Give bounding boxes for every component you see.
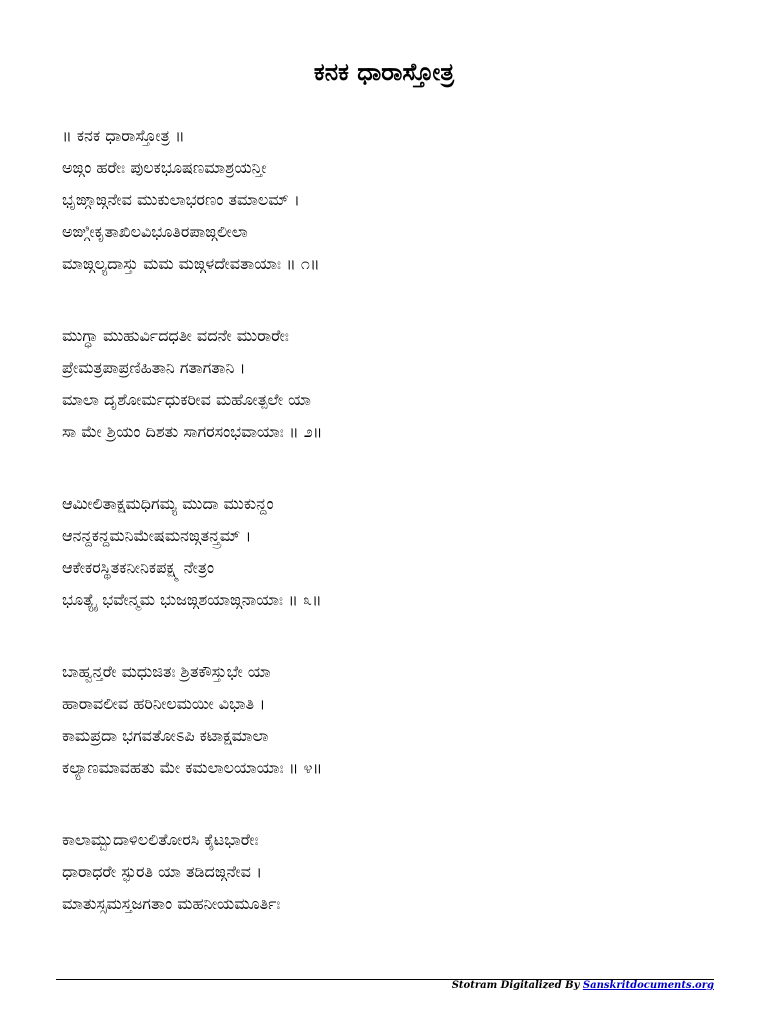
- stotra-body: [62, 120, 742, 920]
- stotra-heading: ॥ ಕನಕ ಧಾರಾಸ್ತೋತ್ರ ॥: [62, 126, 185, 145]
- verse-line: ಕಾಲಾಮ್ಬುದಾಳಿಲಲಿತೋರಸಿ ಕೈಟಭಾರೇಃ: [62, 830, 259, 849]
- verse-line: ಭೃಙ್ಗಾಙ್ಗನೇವ ಮುಕುಲಾಭರಣಂ ತಮಾಲಮ್ ।: [62, 190, 300, 209]
- verse-line: ಬಾಹ್ವನ್ತರೇ ಮಧುಜಿತಃ ಶ್ರಿತಕೌಸ್ತುಭೇ ಯಾ: [62, 662, 271, 681]
- verse-line: ಮಾಙ್ಗಲ್ಯದಾಸ್ತು ಮಮ ಮಙ್ಗಳದೇವತಾಯಾಃ ॥ ೧॥: [62, 254, 320, 273]
- verse-1: [62, 152, 742, 280]
- verse-line: ಕಲ್ಯಾಣಮಾವಹತು ಮೇ ಕಮಲಾಲಯಾಯಾಃ ॥ ೪॥: [62, 758, 323, 777]
- verse-gap: [62, 448, 742, 488]
- verse-gap: [62, 280, 742, 320]
- verse-line: ಮುಗ್ಧಾ ಮುಹುರ್ವಿದಧತೀ ವದನೇ ಮುರಾರೇಃ: [62, 326, 289, 345]
- verse-line: ಮಾಲಾ ದೃಶೋರ್ಮಧುಕರೀವ ಮಹೋತ್ಪಲೇ ಯಾ: [62, 390, 311, 409]
- verse-2: [62, 320, 742, 448]
- footer-credit: [452, 979, 714, 993]
- verse-line: ಅಙ್ಗಂ ಹರೇಃ ಪುಲಕಭೂಷಣಮಾಶ್ರಯನ್ತೀ: [62, 158, 267, 177]
- verse-line: ಹಾರಾವಲೀವ ಹರಿನೀಲಮಯೀ ವಿಭಾತಿ ।: [62, 694, 266, 713]
- verse-line: ಆಮೀಲಿತಾಕ್ಷಮಧಿಗಮ್ಯ ಮುದಾ ಮುಕುನ್ದಂ: [62, 494, 274, 513]
- verse-gap: [62, 616, 742, 656]
- verse-line: ಆನನ್ದಕನ್ದಮನಿಮೇಷಮನಙ್ಗತನ್ತ್ರಮ್ ।: [62, 526, 252, 545]
- verse-line: ಅಙ್ಗೀಕೃತಾಖಿಲವಿಭೂತಿರಪಾಙ್ಗಲೀಲಾ: [62, 222, 248, 241]
- verse-line: ಆಕೇಕರಸ್ಥಿತಕನೀನಿಕಪಕ್ಷ್ಮ ನೇತ್ರಂ: [62, 558, 215, 577]
- verse-line: ಧಾರಾಧರೇ ಸ್ಫುರತಿ ಯಾ ತಡಿದಙ್ಗನೇವ ।: [62, 862, 263, 881]
- verse-gap: [62, 784, 742, 824]
- verse-4: [62, 656, 742, 784]
- sanskritdocuments-link[interactable]: Sanskritdocuments.org: [582, 980, 714, 991]
- verse-line: ಭೂತ್ಯೈ ಭವೇನ್ಮಮ ಭುಜಙ್ಗಶಯಾಙ್ಗನಾಯಾಃ ॥ ೩॥: [62, 590, 322, 609]
- verse-line: ಕಾಮಪ್ರದಾ ಭಗವತೋಽಪಿ ಕಟಾಕ್ಷಮಾಲಾ: [62, 726, 269, 745]
- page-title: ಕನಕ ಧಾರಾಸ್ತೋತ್ರ: [313, 58, 455, 86]
- verse-line: ಪ್ರೇಮತ್ರಪಾಪ್ರಣಿಹಿತಾನಿ ಗತಾಗತಾನಿ ।: [62, 358, 246, 377]
- verse-line: ಸಾ ಮೇ ಶ್ರಿಯಂ ದಿಶತು ಸಾಗರಸಂಭವಾಯಾಃ ॥ ೨॥: [62, 422, 323, 441]
- verse-line: ಮಾತುಸ್ಸಮಸ್ತಜಗತಾಂ ಮಹನೀಯಮೂರ್ತಿಃ: [62, 894, 281, 913]
- footer-credit-text: Stotram Digitalized By: [451, 980, 583, 991]
- verse-3: [62, 488, 742, 616]
- verse-5: [62, 824, 742, 920]
